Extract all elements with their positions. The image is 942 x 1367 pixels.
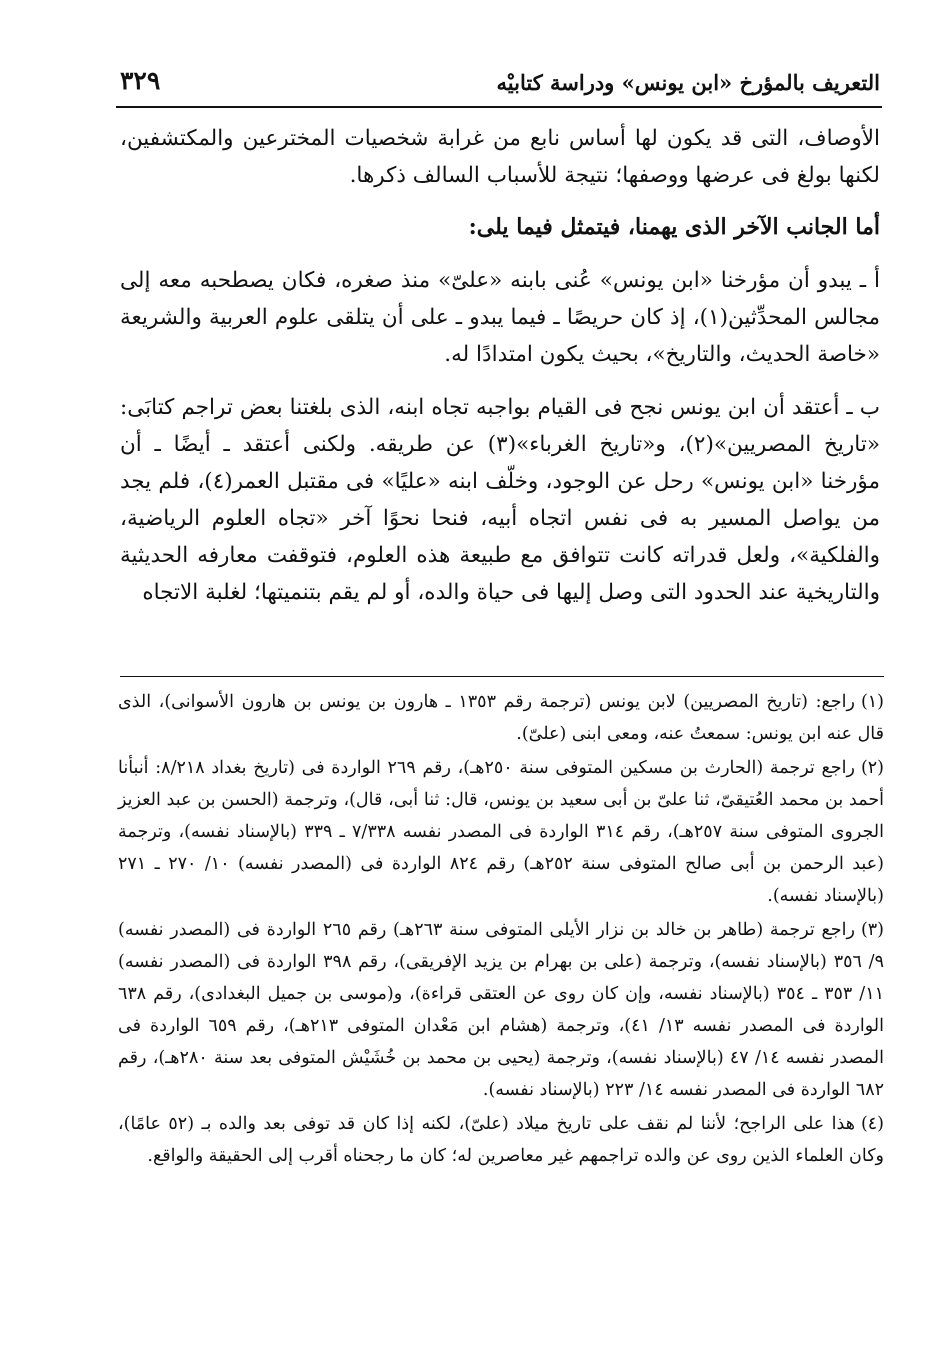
- intro-paragraph: الأوصاف، التى قد يكون لها أساس نابع من غرابة شخصيات المخترعين والمكتشفين، لكنها بولغ فى عرضها ووصفها؛ نتيجة للأسباب السالف ذكرها.: [120, 126, 880, 188]
- footnote-number: (٢): [860, 758, 884, 778]
- footnote-text: راجع ترجمة (الحارث بن مسكين المتوفى سنة ٢٥٠هـ)، رقم ٢٦٩ الواردة فى (تاريخ بغداد ٨/٢١٨: أنبأنا أحمد بن محمد العُتيقىّ، ثنا علىّ بن أبى سعيد بن يونس، قال: ثنا أبى، قال)، وترجمة (الحسن بن عبد العزيز الجروى المتوفى سنة ٢٥٧هـ)، رقم ٣١٤ الواردة فى المصدر نفسه ٧/٣٣٨ ـ ٣٣٩ (بالإسناد نفسه)، وترجمة (عبد الرحمن بن أبى صالح المتوفى سنة ٢٥٢هـ) رقم ٨٢٤ الواردة فى (المصدر نفسه) ١٠/ ٢٧٠ ـ ٢٧١ (بالإسناد نفسه).: [118, 758, 884, 906]
- footnote-number: (٣): [860, 920, 884, 940]
- header-divider: [116, 106, 882, 108]
- running-header: [120, 64, 880, 104]
- footnote-text: راجع: (تاريخ المصريين) لابن يونس (ترجمة رقم ١٣٥٣ ـ هارون بن يونس بن هارون الأسوانى)، الذى قال عنه ابن يونس: سمعتُ عنه، ومعى ابنى (علىّ).: [118, 692, 884, 744]
- footnote-divider: [120, 676, 884, 677]
- footnote: [118, 1108, 884, 1172]
- paragraph-a: أ ـ يبدو أن مؤرخنا «ابن يونس» عُنى بابنه «علىّ» منذ صغره، فكان يصطحبه معه إلى مجالس المحدِّثين(١)، إذ كان حريصًا ـ فيما يبدو ـ على أن يتلقى علوم العربية والشريعة «خاصة الحديث، والتاريخ»، بحيث يكون امتدادًا له.: [120, 268, 880, 367]
- main-text: [120, 120, 880, 627]
- footnote-number: (١): [860, 692, 884, 712]
- section-heading: أما الجانب الآخر الذى يهمنا، فيتمثل فيما يلى:: [468, 214, 880, 240]
- footnote-text: هذا على الراجح؛ لأننا لم نقف على تاريخ ميلاد (علىّ)، لكنه إذا كان قد توفى بعد والده بـ (٥٢ عامًا)، وكان العلماء الذين روى عن والده تراجمهم غير معاصرين له؛ كان ما رجحناه أقرب إلى الحقيقة والواقع.: [118, 1114, 884, 1166]
- footnote: [118, 752, 884, 912]
- footnote: [118, 686, 884, 750]
- footnote-number: (٤): [860, 1114, 884, 1134]
- footnote-text: راجع ترجمة (طاهر بن خالد بن نزار الأيلى المتوفى سنة ٢٦٣هـ) رقم ٢٦٥ الواردة فى (المصدر نفسه) ٩/ ٣٥٦ (بالإسناد نفسه)، وترجمة (على بن بهرام بن يزيد الإفريقى)، رقم ٣٩٨ الواردة فى (المصدر نفسه) ١١/ ٣٥٣ ـ ٣٥٤ (بالإسناد نفسه، وإن كان روى عن العتقى قراءة)، و(موسى بن جميل البغدادى)، رقم ٦٣٨ الواردة فى المصدر نفسه ١٣/ ٤١)، وترجمة (هشام ابن مَعْدان المتوفى ٢١٣هـ)، رقم ٦٥٩ الواردة فى المصدر نفسه ١٤/ ٤٧ (بالإسناد نفسه)، وترجمة (يحيى بن محمد بن خُشَيْش المتوفى بعد سنة ٢٨٠هـ)، رقم ٦٨٢ الواردة فى المصدر نفسه ١٤/ ٢٢٣ (بالإسناد نفسه).: [118, 920, 885, 1100]
- footnote: [118, 914, 884, 1106]
- header-title: التعريف بالمؤرخ «ابن يونس» ودراسة كتابيْه: [496, 70, 880, 95]
- footnotes: [118, 686, 884, 1174]
- page-number: ٣٢٩: [120, 66, 161, 95]
- paragraph-b: ب ـ أعتقد أن ابن يونس نجح فى القيام بواجبه تجاه ابنه، الذى بلغتنا بعض تراجم كتابَى: «تاريخ المصريين»(٢)، و«تاريخ الغرباء»(٣) عن طريقه. ولكنى أعتقد ـ أيضًا ـ أن مؤرخنا «ابن يونس» رحل عن الوجود، وخلّف ابنه «عليًا» فى مقتبل العمر(٤)، فلم يجد من يواصل المسير به فى نفس اتجاه أبيه، فنحا نحوًا آخر «تجاه العلوم الرياضية، والفلكية»، ولعل قدراته كانت تتوافق مع طبيعة هذه العلوم، فتوقفت معارفه الحديثية والتاريخية عند الحدود التى وصل إليها فى حياة والده، أو لم يقم بتنميتها؛ لغلبة الاتجاه: [120, 395, 880, 605]
